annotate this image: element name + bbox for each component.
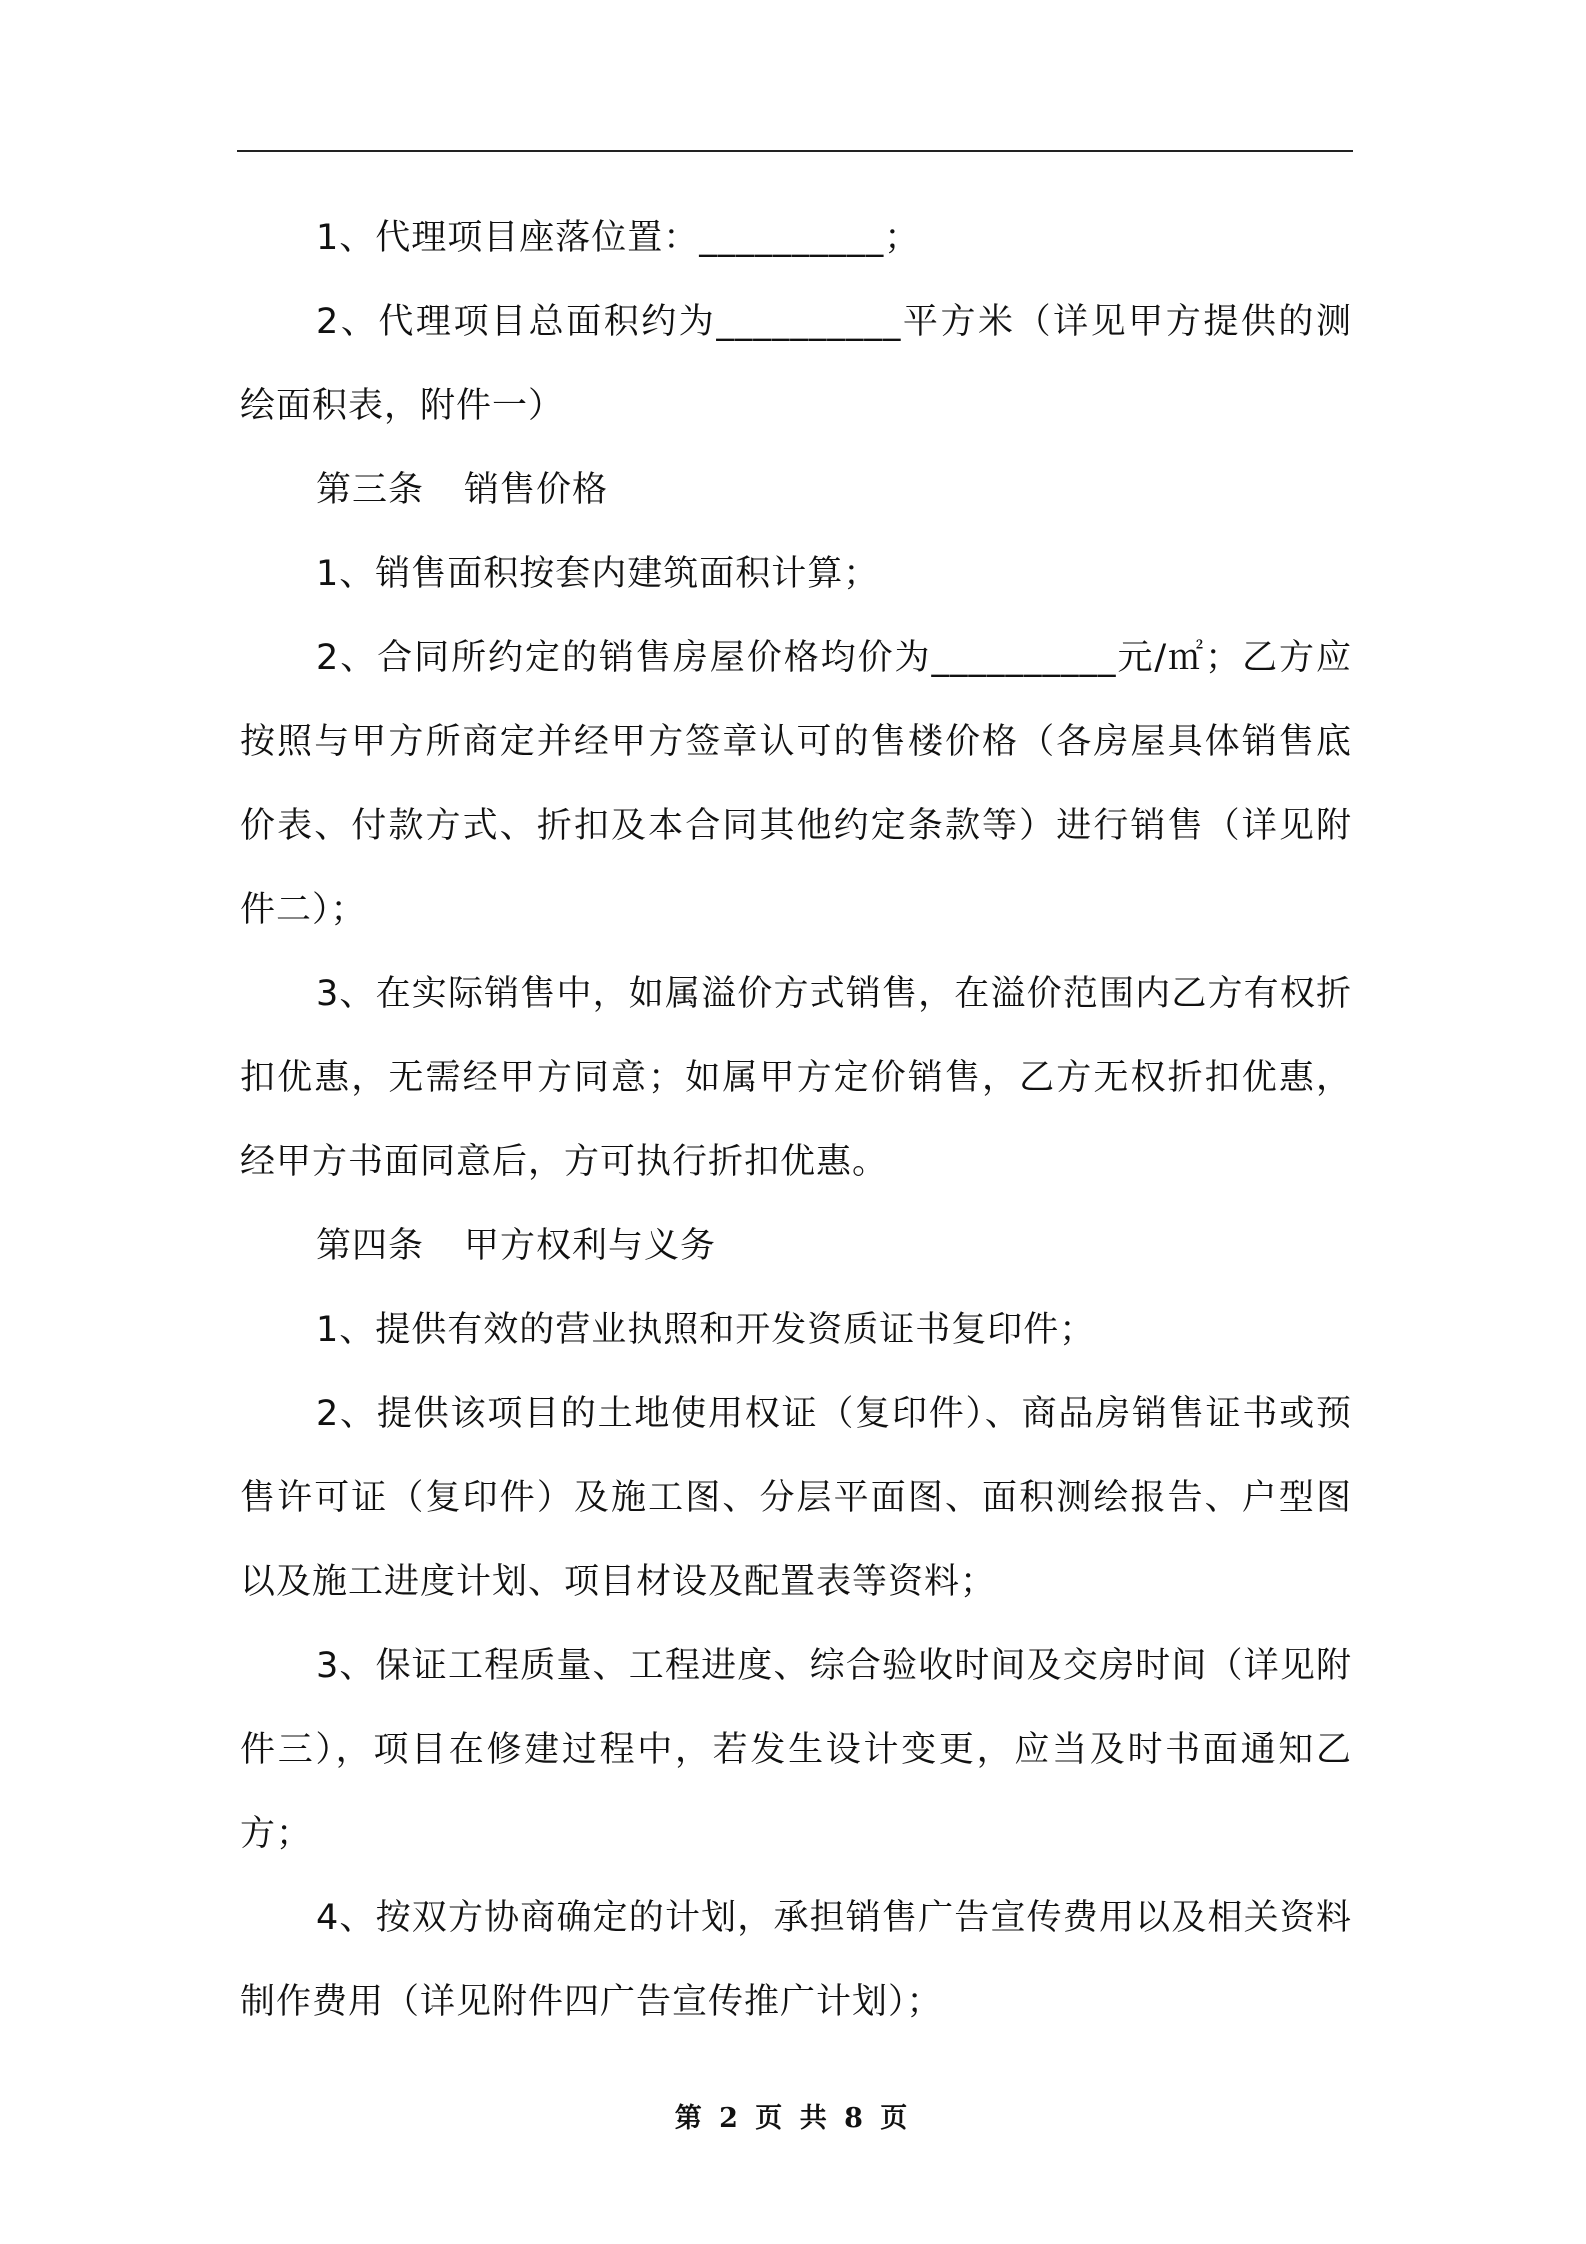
paragraph: 1、代理项目座落位置：__________； <box>316 218 921 258</box>
paragraph: 4、按双方协商确定的计划，承担销售广告宣传费用以及相关资料制作费用（详见附件四广告宣传推广计划）； <box>240 1898 1352 2022</box>
section-title: 销售价格 <box>464 470 609 510</box>
document-body <box>240 196 1352 2044</box>
paragraph: 1、提供有效的营业执照和开发资质证书复印件； <box>316 1310 1096 1350</box>
section-title: 甲方权利与义务 <box>464 1226 717 1266</box>
paragraph: 3、在实际销售中，如属溢价方式销售，在溢价范围内乙方有权折扣优惠，无需经甲方同意；如属甲方定价销售，乙方无权折扣优惠，经甲方书面同意后，方可执行折扣优惠。 <box>240 974 1352 1182</box>
section-number: 第四条 <box>316 1226 425 1266</box>
paragraph: 1、销售面积按套内建筑面积计算； <box>316 554 880 594</box>
paragraph: 2、代理项目总面积约为__________平方米（详见甲方提供的测绘面积表，附件一） <box>240 302 1352 426</box>
page-number-footer: 第 2 页 共 8 页 <box>674 2103 912 2134</box>
header-rule <box>237 150 1353 152</box>
section-number: 第三条 <box>316 470 425 510</box>
section-heading <box>240 448 1352 532</box>
section-heading <box>240 1204 1352 1288</box>
paragraph: 2、合同所约定的销售房屋价格均价为__________元/㎡；乙方应按照与甲方所商定并经甲方签章认可的售楼价格（各房屋具体销售底价表、付款方式、折扣及本合同其他约定条款等）进行销售（详见附件二）； <box>240 638 1352 930</box>
paragraph: 2、提供该项目的土地使用权证（复印件）、商品房销售证书或预售许可证（复印件）及施工图、分层平面图、面积测绘报告、户型图以及施工进度计划、项目材设及配置表等资料； <box>240 1394 1352 1602</box>
paragraph: 3、保证工程质量、工程进度、综合验收时间及交房时间（详见附件三），项目在修建过程中，若发生设计变更，应当及时书面通知乙方； <box>240 1646 1352 1854</box>
